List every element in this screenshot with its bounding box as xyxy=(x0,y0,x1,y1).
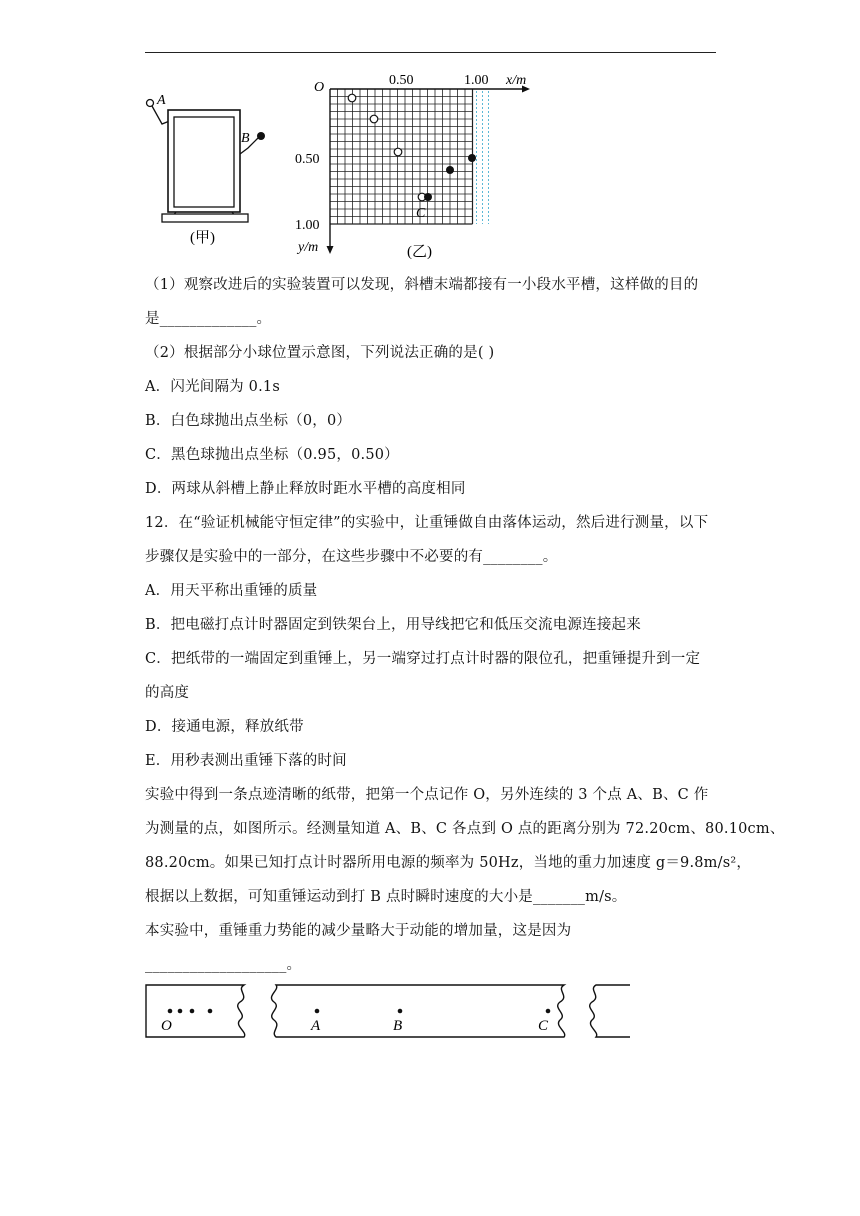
tape-label-c: C xyxy=(538,1018,549,1034)
y-axis-arrow xyxy=(327,246,334,254)
para1-line3: 88.20cm。如果已知打点计时器所用电源的频率为 50Hz，当地的重力加速度 g＝9.8m/s²， xyxy=(145,855,752,871)
label-a: A xyxy=(157,93,166,108)
tape-label-a: A xyxy=(311,1018,321,1034)
white-ball-3 xyxy=(394,148,402,156)
q2-option-b: B．白色球抛出点坐标（0，0） xyxy=(145,413,352,429)
tape-segment-3 xyxy=(590,985,630,1037)
figure-yi-grid xyxy=(292,70,542,262)
grid xyxy=(330,89,473,224)
y-axis-label: y/m xyxy=(298,240,319,255)
black-ball-2 xyxy=(446,166,454,174)
dot-c xyxy=(546,1009,551,1014)
q12-option-d: D．接通电源，释放纸带 xyxy=(145,719,304,735)
q12-line1: 12．在“验证机械能守恒定律”的实验中，让重锤做自由落体运动，然后进行测量，以下 xyxy=(145,515,709,531)
para1-line4: 根据以上数据，可知重锤运动到打 B 点时瞬时速度的大小是_______m/s。 xyxy=(145,889,627,905)
ball-a-white xyxy=(147,100,154,107)
board-inner xyxy=(174,117,234,207)
point-c-label: C xyxy=(416,206,426,221)
dot-o-3 xyxy=(190,1009,195,1014)
q2-option-a: A．闪光间隔为 0.1s xyxy=(145,379,280,395)
dot-o-1 xyxy=(168,1009,173,1014)
dot-a xyxy=(315,1009,320,1014)
x-axis-label: x/m xyxy=(506,73,527,88)
tape-label-b: B xyxy=(393,1018,403,1034)
origin-label: O xyxy=(314,80,325,95)
q12-option-e: E．用秒表测出重锤下落的时间 xyxy=(145,753,347,769)
q12-option-c-line1: C．把纸带的一端固定到重锤上，另一端穿过打点计时器的限位孔，把重锤提升到一定 xyxy=(145,651,701,667)
caption-yi: (乙) xyxy=(407,244,432,260)
q1-line2: 是_____________。 xyxy=(145,311,272,327)
ball-b-black xyxy=(257,132,265,140)
y-tick-050: 0.50 xyxy=(295,152,320,167)
dot-b xyxy=(398,1009,403,1014)
q2-option-d: D．两球从斜槽上静止释放时距水平槽的高度相同 xyxy=(145,481,466,497)
q12-option-b: B．把电磁打点计时器固定到铁架台上，用导线把它和低压交流电源连接起来 xyxy=(145,617,641,633)
para1-line1: 实验中得到一条点迹清晰的纸带，把第一个点记作 O，另外连续的 3 个点 A、B、C 作 xyxy=(145,787,709,803)
figure-paper-tape xyxy=(140,980,640,1042)
para2-line2: ___________________。 xyxy=(145,957,302,973)
q12-option-a: A．用天平称出重锤的质量 xyxy=(145,583,318,599)
tape-label-o: O xyxy=(161,1018,172,1034)
base xyxy=(162,214,248,222)
q2-stem: （2）根据部分小球位置示意图，下列说法正确的是( ) xyxy=(145,345,495,361)
q1-line1: （1）观察改进后的实验装置可以发现，斜槽末端都接有一小段水平槽，这样做的目的 xyxy=(145,277,699,293)
white-ball-1 xyxy=(348,94,356,102)
para2-line1: 本实验中，重锤重力势能的减少量略大于动能的增加量，这是因为 xyxy=(145,923,572,939)
caption-jia: (甲) xyxy=(190,230,215,246)
header-rule xyxy=(145,52,716,53)
dot-o-2 xyxy=(178,1009,183,1014)
label-b: B xyxy=(241,131,250,146)
q12-line2: 步骤仅是实验中的一部分，在这些步骤中不必要的有________。 xyxy=(145,549,558,565)
dotted-boundary xyxy=(477,91,489,224)
black-ball-1 xyxy=(468,154,476,162)
q12-option-c-line2: 的高度 xyxy=(145,685,190,701)
dot-o-4 xyxy=(208,1009,213,1014)
y-tick-100: 1.00 xyxy=(295,218,320,233)
x-tick-100: 1.00 xyxy=(464,73,489,88)
x-tick-050: 0.50 xyxy=(389,73,414,88)
black-ball-3 xyxy=(424,193,432,201)
figure-jia-apparatus xyxy=(140,90,280,250)
para1-line2: 为测量的点，如图所示。经测量知道 A、B、C 各点到 O 点的距离分别为 72.20cm、80.10cm、 xyxy=(145,821,785,837)
q2-option-c: C．黑色球抛出点坐标（0.95，0.50） xyxy=(145,447,399,463)
white-ball-2 xyxy=(370,115,378,123)
